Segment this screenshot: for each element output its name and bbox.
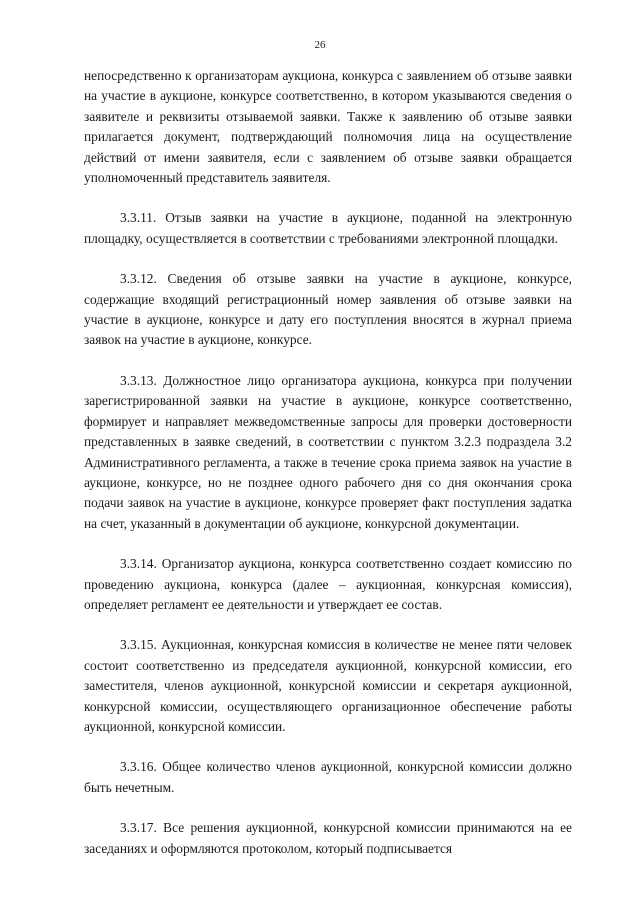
paragraph-3-3-14: 3.3.14. Организатор аукциона, конкурса соответственно создает комиссию по проведению аукциона, конкурса (далее – аукционная, конкурсная комиссия), определяет регламент ее деятельности и утверждает ее состав. (84, 556, 572, 612)
paragraph-3-3-17: 3.3.17. Все решения аукционной, конкурсной комиссии принимаются на ее заседаниях и оформляются протоколом, который подписывается (84, 820, 572, 856)
paragraph-3-3-16: 3.3.16. Общее количество членов аукционной, конкурсной комиссии должно быть нечетным. (84, 759, 572, 795)
paragraph-3-3-13: 3.3.13. Должностное лицо организатора аукциона, конкурса при получении зарегистрированной заявки на участие в аукционе, конкурсе соответственно, формирует и направляет межведомственные запросы для проверки достоверности представленных в заявке сведений, в соответствии с пунктом 3.2.3 подраздела 3.2 Административного регламента, а также в течение срока приема заявок на участие в аукционе, конкурсе, но не позднее одного рабочего дня со дня окончания срока подачи заявок на участие в аукционе, конкурсе проверяет факт поступления задатка на счет, указанный в документации об аукционе, конкурсной документации. (84, 372, 572, 531)
paragraph-3-3-11: 3.3.11. Отзыв заявки на участие в аукционе, поданной на электронную площадку, осуществляется в соответствии с требованиями электронной площадки. (84, 210, 572, 246)
page-number: 26 (314, 39, 326, 51)
paragraph-continuation: непосредственно к организаторам аукциона, конкурса с заявлением об отзыве заявки на участие в аукционе, конкурсе соответственно, в котором указываются сведения о заявителе и реквизиты отзываемой заявки. Также к заявлению об отзыве заявки прилагается документ, подтверждающий полномочия лица на осуществление действий от имени заявителя, если с заявлением об отзыве заявки обращается уполномоченный представитель заявителя. (84, 68, 572, 186)
document-body (84, 66, 572, 879)
paragraph-3-3-12: 3.3.12. Сведения об отзыве заявки на участие в аукционе, конкурсе, содержащие входящий регистрационный номер заявления об отзыве заявки на участие в аукционе, конкурсе и дату его поступления вносятся в журнал приема заявок на участие в аукционе, конкурсе. (84, 271, 572, 348)
paragraph-3-3-15: 3.3.15. Аукционная, конкурсная комиссия в количестве не менее пяти человек состоит соответственно из председателя аукционной, конкурсной комиссии, его заместителя, членов аукционной, конкурсной комиссии и секретаря аукционной, конкурсной комиссии, осуществляющего организационное обеспечение работы аукционной, конкурсной комиссии. (84, 637, 572, 734)
